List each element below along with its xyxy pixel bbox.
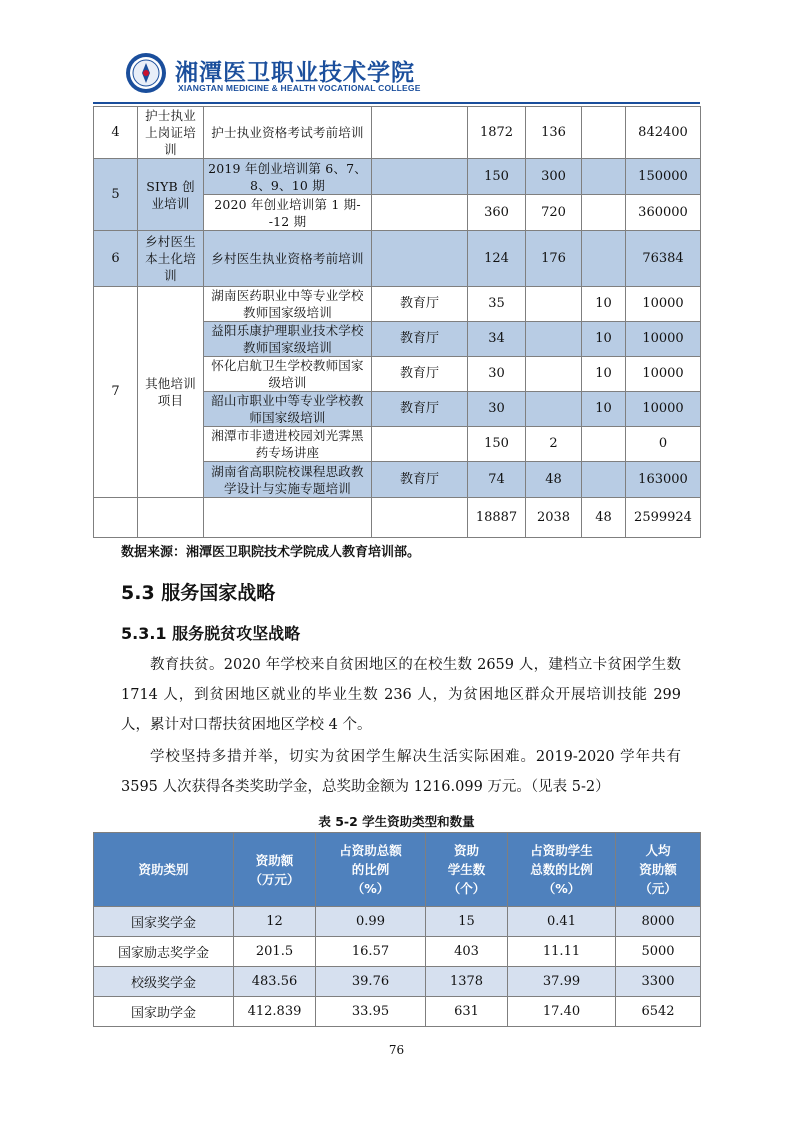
cell-value: 30 [468, 392, 526, 427]
row-number: 6 [94, 231, 138, 287]
table-row [94, 231, 701, 287]
training-project: 韶山市职业中等专业学校教师国家级培训 [204, 392, 372, 427]
row-number [94, 498, 138, 538]
table-row [94, 107, 701, 159]
cell-value: 37.99 [508, 967, 616, 997]
organizer: 教育厅 [372, 322, 468, 357]
organizer [372, 498, 468, 538]
paragraph: 学校坚持多措并举，切实为贫困学生解决生活实际困难。2019-2020 学年共有 3595 人次获得各类奖助学金，总奖助金额为 1216.099 万元。（见表 5-2） [121, 749, 681, 795]
college-logo-icon [125, 52, 167, 94]
total-value: 48 [582, 498, 626, 538]
table-caption: 表 5-2 学生资助类型和数量 [318, 814, 475, 829]
header-divider [93, 102, 700, 104]
cell-value: 300 [526, 159, 582, 195]
training-project: 湖南医药职业中等专业学校教师国家级培训 [204, 287, 372, 322]
organizer [372, 427, 468, 462]
column-header: 资助 学生数 （个） [426, 833, 508, 907]
cell-value: 163000 [626, 462, 701, 498]
organizer: 教育厅 [372, 357, 468, 392]
column-header: 资助类别 [94, 833, 234, 907]
cell-value: 11.11 [508, 937, 616, 967]
cell-value: 842400 [626, 107, 701, 159]
cell-value [526, 322, 582, 357]
organizer: 教育厅 [372, 392, 468, 427]
organizer: 教育厅 [372, 287, 468, 322]
cell-value: 360 [468, 195, 526, 231]
training-project: 湘潭市非遗进校园刘光霁黑药专场讲座 [204, 427, 372, 462]
cell-value [582, 231, 626, 287]
paragraph: 教育扶贫。2020 年学校来自贫困地区的在校生数 2659 人，建档立卡贫困学生数 1714 人，到贫困地区就业的毕业生数 236 人，为贫困地区群众开展培训技能 299 人，累计对口帮扶贫困地区学校 4 个。 [121, 657, 681, 733]
aid-category: 校级奖学金 [94, 967, 234, 997]
cell-value: 124 [468, 231, 526, 287]
column-header: 占资助总额 的比例 （%） [316, 833, 426, 907]
cell-value: 720 [526, 195, 582, 231]
row-number: 5 [94, 159, 138, 231]
cell-value: 10 [582, 322, 626, 357]
cell-value: 48 [526, 462, 582, 498]
aid-category: 国家奖学金 [94, 907, 234, 937]
row-number: 4 [94, 107, 138, 159]
cell-value: 2 [526, 427, 582, 462]
total-value: 2038 [526, 498, 582, 538]
cell-value: 176 [526, 231, 582, 287]
training-category: SIYB 创业培训 [138, 159, 204, 231]
college-name-en: XIANGTAN MEDICINE & HEALTH VOCATIONAL COLLEGE [178, 83, 421, 93]
cell-value: 10 [582, 392, 626, 427]
cell-value: 5000 [616, 937, 701, 967]
data-source-note: 数据来源：湘潭医卫职院技术学院成人教育培训部。 [121, 545, 421, 560]
cell-value [526, 357, 582, 392]
cell-value: 10000 [626, 392, 701, 427]
cell-value: 136 [526, 107, 582, 159]
page-number: 76 [388, 1043, 405, 1057]
student-aid-table [93, 832, 701, 1027]
cell-value: 6542 [616, 997, 701, 1027]
total-value: 18887 [468, 498, 526, 538]
row-number: 7 [94, 287, 138, 498]
training-category: 其他培训项目 [138, 287, 204, 498]
college-name-cn: 湘潭医卫职业技术学院 [175, 59, 415, 86]
table-row [94, 997, 701, 1027]
training-project: 2019 年创业培训第 6、7、8、9、10 期 [204, 159, 372, 195]
training-project: 乡村医生执业资格考前培训 [204, 231, 372, 287]
cell-value [526, 287, 582, 322]
training-project: 湖南省高职院校课程思政教学设计与实施专题培训 [204, 462, 372, 498]
table-row [94, 159, 701, 195]
cell-value: 150 [468, 159, 526, 195]
column-header: 人均 资助额 （元） [616, 833, 701, 907]
cell-value: 15 [426, 907, 508, 937]
cell-value: 12 [234, 907, 316, 937]
training-project: 怀化启航卫生学校教师国家级培训 [204, 357, 372, 392]
cell-value: 39.76 [316, 967, 426, 997]
column-header: 资助额 （万元） [234, 833, 316, 907]
organizer [372, 231, 468, 287]
cell-value: 412.839 [234, 997, 316, 1027]
table-row [94, 287, 701, 322]
cell-value: 10000 [626, 357, 701, 392]
cell-value: 403 [426, 937, 508, 967]
training-category [138, 498, 204, 538]
total-value: 2599924 [626, 498, 701, 538]
cell-value: 150000 [626, 159, 701, 195]
table-row [94, 967, 701, 997]
cell-value: 74 [468, 462, 526, 498]
cell-value: 30 [468, 357, 526, 392]
training-project: 2020 年创业培训第 1 期--12 期 [204, 195, 372, 231]
table-row [94, 907, 701, 937]
cell-value: 8000 [616, 907, 701, 937]
training-project: 护士执业资格考试考前培训 [204, 107, 372, 159]
cell-value [582, 195, 626, 231]
cell-value: 0.99 [316, 907, 426, 937]
training-category: 护士执业上岗证培训 [138, 107, 204, 159]
cell-value: 150 [468, 427, 526, 462]
cell-value: 76384 [626, 231, 701, 287]
cell-value: 3300 [616, 967, 701, 997]
cell-value: 10 [582, 287, 626, 322]
training-project [204, 498, 372, 538]
table-total-row [94, 498, 701, 538]
cell-value: 16.57 [316, 937, 426, 967]
table-row [94, 937, 701, 967]
cell-value: 0 [626, 427, 701, 462]
cell-value: 10 [582, 357, 626, 392]
training-project: 益阳乐康护理职业技术学校教师国家级培训 [204, 322, 372, 357]
cell-value: 631 [426, 997, 508, 1027]
cell-value: 35 [468, 287, 526, 322]
organizer [372, 195, 468, 231]
aid-category: 国家助学金 [94, 997, 234, 1027]
subsection-title: 5.3.1 服务脱贫攻坚战略 [121, 624, 301, 643]
cell-value: 483.56 [234, 967, 316, 997]
cell-value: 17.40 [508, 997, 616, 1027]
table-header-row [94, 833, 701, 907]
cell-value: 360000 [626, 195, 701, 231]
cell-value: 33.95 [316, 997, 426, 1027]
cell-value [582, 462, 626, 498]
organizer: 教育厅 [372, 462, 468, 498]
cell-value [582, 427, 626, 462]
cell-value [582, 159, 626, 195]
cell-value: 1378 [426, 967, 508, 997]
organizer [372, 159, 468, 195]
cell-value: 201.5 [234, 937, 316, 967]
column-header: 占资助学生 总数的比例 （%） [508, 833, 616, 907]
training-table [93, 106, 701, 538]
cell-value: 10000 [626, 287, 701, 322]
cell-value: 34 [468, 322, 526, 357]
cell-value [526, 392, 582, 427]
cell-value: 10000 [626, 322, 701, 357]
organizer [372, 107, 468, 159]
cell-value: 1872 [468, 107, 526, 159]
page-header [120, 50, 680, 102]
cell-value [582, 107, 626, 159]
training-category: 乡村医生本土化培训 [138, 231, 204, 287]
aid-category: 国家励志奖学金 [94, 937, 234, 967]
section-title: 5.3 服务国家战略 [121, 582, 276, 604]
cell-value: 0.41 [508, 907, 616, 937]
